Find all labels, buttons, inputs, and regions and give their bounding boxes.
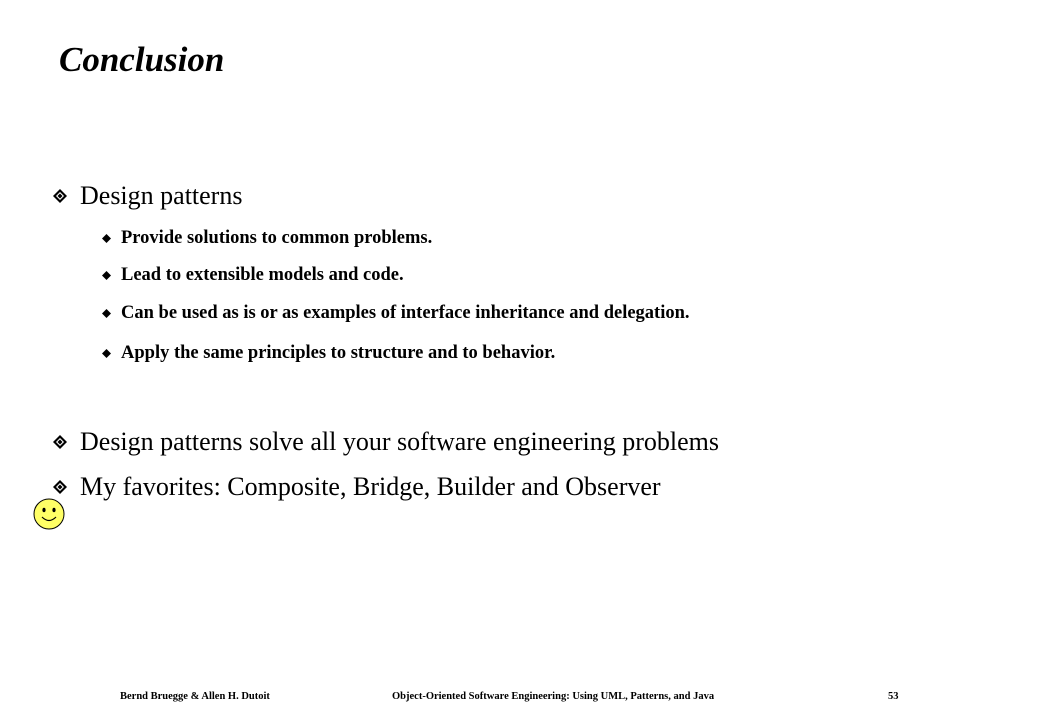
bullet-text: Design patterns solve all your software engineering problems — [80, 427, 719, 456]
footer-authors: Bernd Bruegge & Allen H. Dutoit — [120, 691, 270, 702]
sub-bullet-item — [102, 263, 404, 287]
sub-bullet-item — [102, 341, 555, 365]
footer-book-title: Object-Oriented Software Engineering: Using UML, Patterns, and Java — [392, 691, 715, 702]
footer-page-number: 53 — [888, 691, 899, 702]
bullet-item — [52, 472, 661, 502]
sub-bullet-text: Can be used as is or as examples of interface inheritance and delegation. — [121, 303, 690, 323]
bullet-text: My favorites: Composite, Bridge, Builder and Observer — [80, 472, 661, 501]
bullet-item — [52, 427, 719, 457]
slide-title: Conclusion — [59, 40, 225, 79]
sub-bullet-text: Provide solutions to common problems. — [121, 228, 433, 248]
small-diamond-icon — [102, 271, 111, 280]
diamond-bullet-icon — [52, 434, 68, 450]
sub-bullet-text: Apply the same principles to structure and to behavior. — [121, 343, 556, 363]
sub-bullet-item — [102, 301, 690, 325]
bullet-text: Design patterns — [80, 181, 243, 210]
small-diamond-icon — [102, 309, 111, 318]
bullet-item — [52, 181, 242, 211]
sub-bullet-item — [102, 226, 432, 250]
sub-bullet-text: Lead to extensible models and code. — [121, 265, 404, 285]
diamond-bullet-icon — [52, 479, 68, 495]
smiley-face-icon — [33, 498, 65, 530]
small-diamond-icon — [102, 234, 111, 243]
diamond-bullet-icon — [52, 188, 68, 204]
small-diamond-icon — [102, 349, 111, 358]
